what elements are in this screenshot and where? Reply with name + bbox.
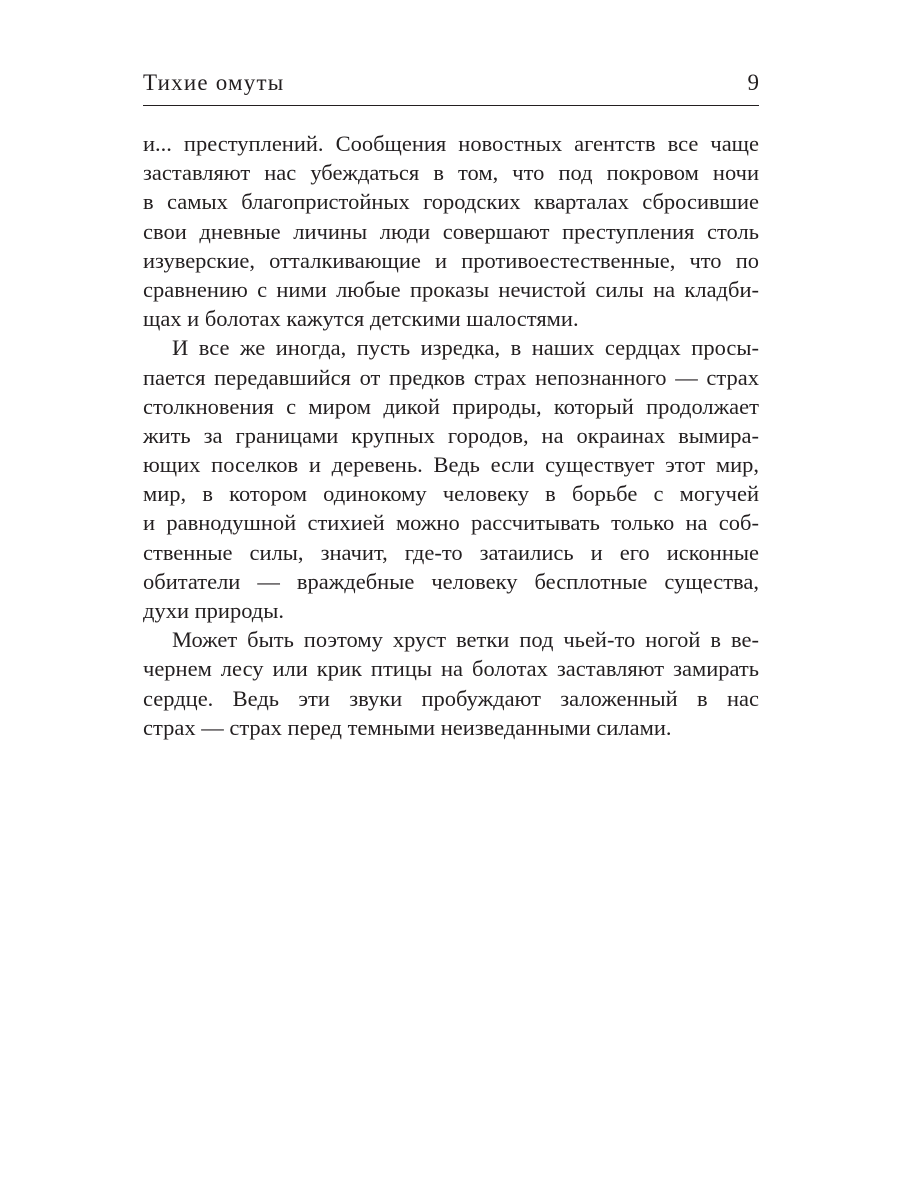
text-line: и... преступлений. Сообщения новостных агентств все чаще: [143, 131, 759, 156]
text-line: страх — страх перед темными неизведанными силами.: [143, 714, 672, 740]
text-line: столкновения с миром дикой природы, который продолжает: [143, 393, 759, 419]
paragraph-2: [143, 333, 759, 625]
text-line: обитатели — враждебные человеку бесплотные существа,: [143, 568, 759, 594]
text-line: свои дневные личины люди совершают преступления столь: [143, 218, 759, 244]
text-line: И все же иногда, пусть изредка, в наших сердцах просы-: [172, 335, 759, 361]
text-line: мир, в котором одинокому человеку в борьбе с могучей: [143, 481, 759, 507]
text-line: ственные силы, значит, где-то затаились и его исконные: [143, 539, 759, 565]
header-rule: [143, 105, 759, 106]
text-line: духи природы.: [143, 598, 284, 623]
text-line: заставляют нас убеждаться в том, что под покровом ночи: [143, 160, 759, 186]
paragraph-1: [143, 129, 759, 333]
text-line: сердце. Ведь эти звуки пробуждают заложенный в нас: [143, 685, 759, 711]
body-text: [143, 129, 759, 742]
page-number: 9: [747, 70, 759, 95]
text-line: изуверские, отталкивающие и противоестественные, что по: [143, 247, 759, 273]
text-line: ющих поселков и деревень. Ведь если существует этот мир,: [143, 452, 759, 478]
text-line: чернем лесу или крик птицы на болотах заставляют замирать: [143, 656, 759, 682]
text-line: Может быть поэтому хруст ветки под чьей-то ногой в ве-: [172, 627, 759, 653]
text-line: сравнению с ними любые проказы нечистой силы на кладби-: [143, 276, 759, 302]
paragraph-3: [143, 625, 759, 742]
running-title: Тихие омуты: [143, 70, 285, 95]
running-head: [143, 64, 759, 100]
text-line: в самых благопристойных городских кварталах сбросившие: [143, 189, 759, 215]
text-line: пается передавшийся от предков страх непознанного — страх: [143, 364, 759, 390]
text-line: жить за границами крупных городов, на окраинах вымира-: [143, 422, 759, 448]
text-line: и равнодушной стихией можно рассчитывать только на соб-: [143, 510, 759, 536]
text-line: щах и болотах кажутся детскими шалостями.: [143, 306, 579, 332]
